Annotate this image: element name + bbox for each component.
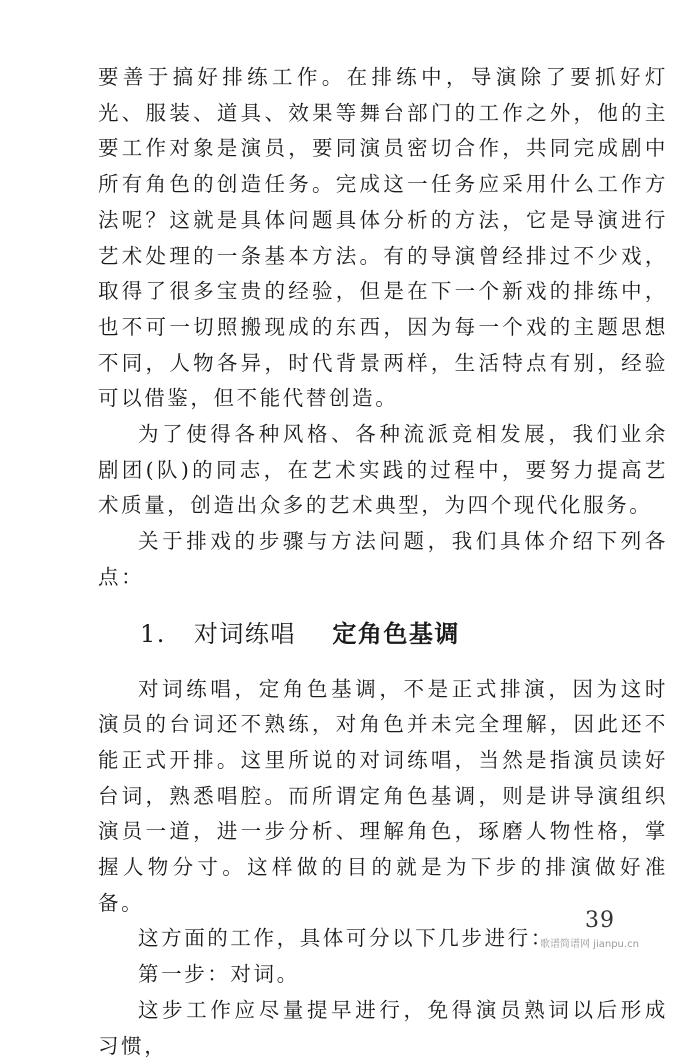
watermark: 歌谱简谱网 jianpu.cn xyxy=(540,939,639,950)
paragraph-6: 第一步：对词。 xyxy=(138,962,300,987)
paragraph-5: 这方面的工作，具体可分以下几步进行： xyxy=(138,926,554,951)
paragraph-7: 这步工作应尽量提早进行，免得演员熟词以后形成习惯， xyxy=(98,997,668,1058)
paragraph-3: 关于排戏的步骤与方法问题，我们具体介绍下列各点： xyxy=(98,529,668,589)
paragraph-4: 对词练唱，定角色基调，不是正式排演，因为这时演员的台词还不熟练，对角色并未完全理解，因此还不能正式开排。这里所说的对词练唱，当然是指演员读好台词，熟悉唱腔。而所谓定角色基调，则是讲导演组织演员一道，进一步分析、理解角色，琢磨人物性格，掌握人物分寸。这样做的目的就是为下步的排演做好准备。 xyxy=(98,676,668,915)
section-heading-part1: 对词练唱 xyxy=(193,619,296,648)
page-body xyxy=(98,60,668,1064)
section-heading-part2: 定角色基调 xyxy=(332,618,460,648)
page-number: 39 xyxy=(585,908,615,933)
section-heading-number: 1. xyxy=(140,619,166,648)
paragraph-1: 要善于搞好排练工作。在排练中，导演除了要抓好灯光、服装、道具、效果等舞台部门的工作之外，他的主要工作对象是演员，要同演员密切合作，共同完成剧中所有角色的创造任务。完成这一任务应采用什么工作方法呢？这就是具体问题具体分析的方法，它是导演进行艺术处理的一条基本方法。有的导演曾经排过不少戏，取得了很多宝贵的经验，但是在下一个新戏的排练中，也不可一切照搬现成的东西，因为每一个戏的主题思想不同，人物各异，时代背景两样，生活特点有别，经验可以借鉴，但不能代替创造。 xyxy=(98,65,668,411)
paragraph-2: 为了使得各种风格、各种流派竞相发展，我们业余剧团(队)的同志，在艺术实践的过程中，要努力提高艺术质量，创造出众多的艺术典型，为四个现代化服务。 xyxy=(98,422,668,518)
section-heading xyxy=(140,616,668,652)
